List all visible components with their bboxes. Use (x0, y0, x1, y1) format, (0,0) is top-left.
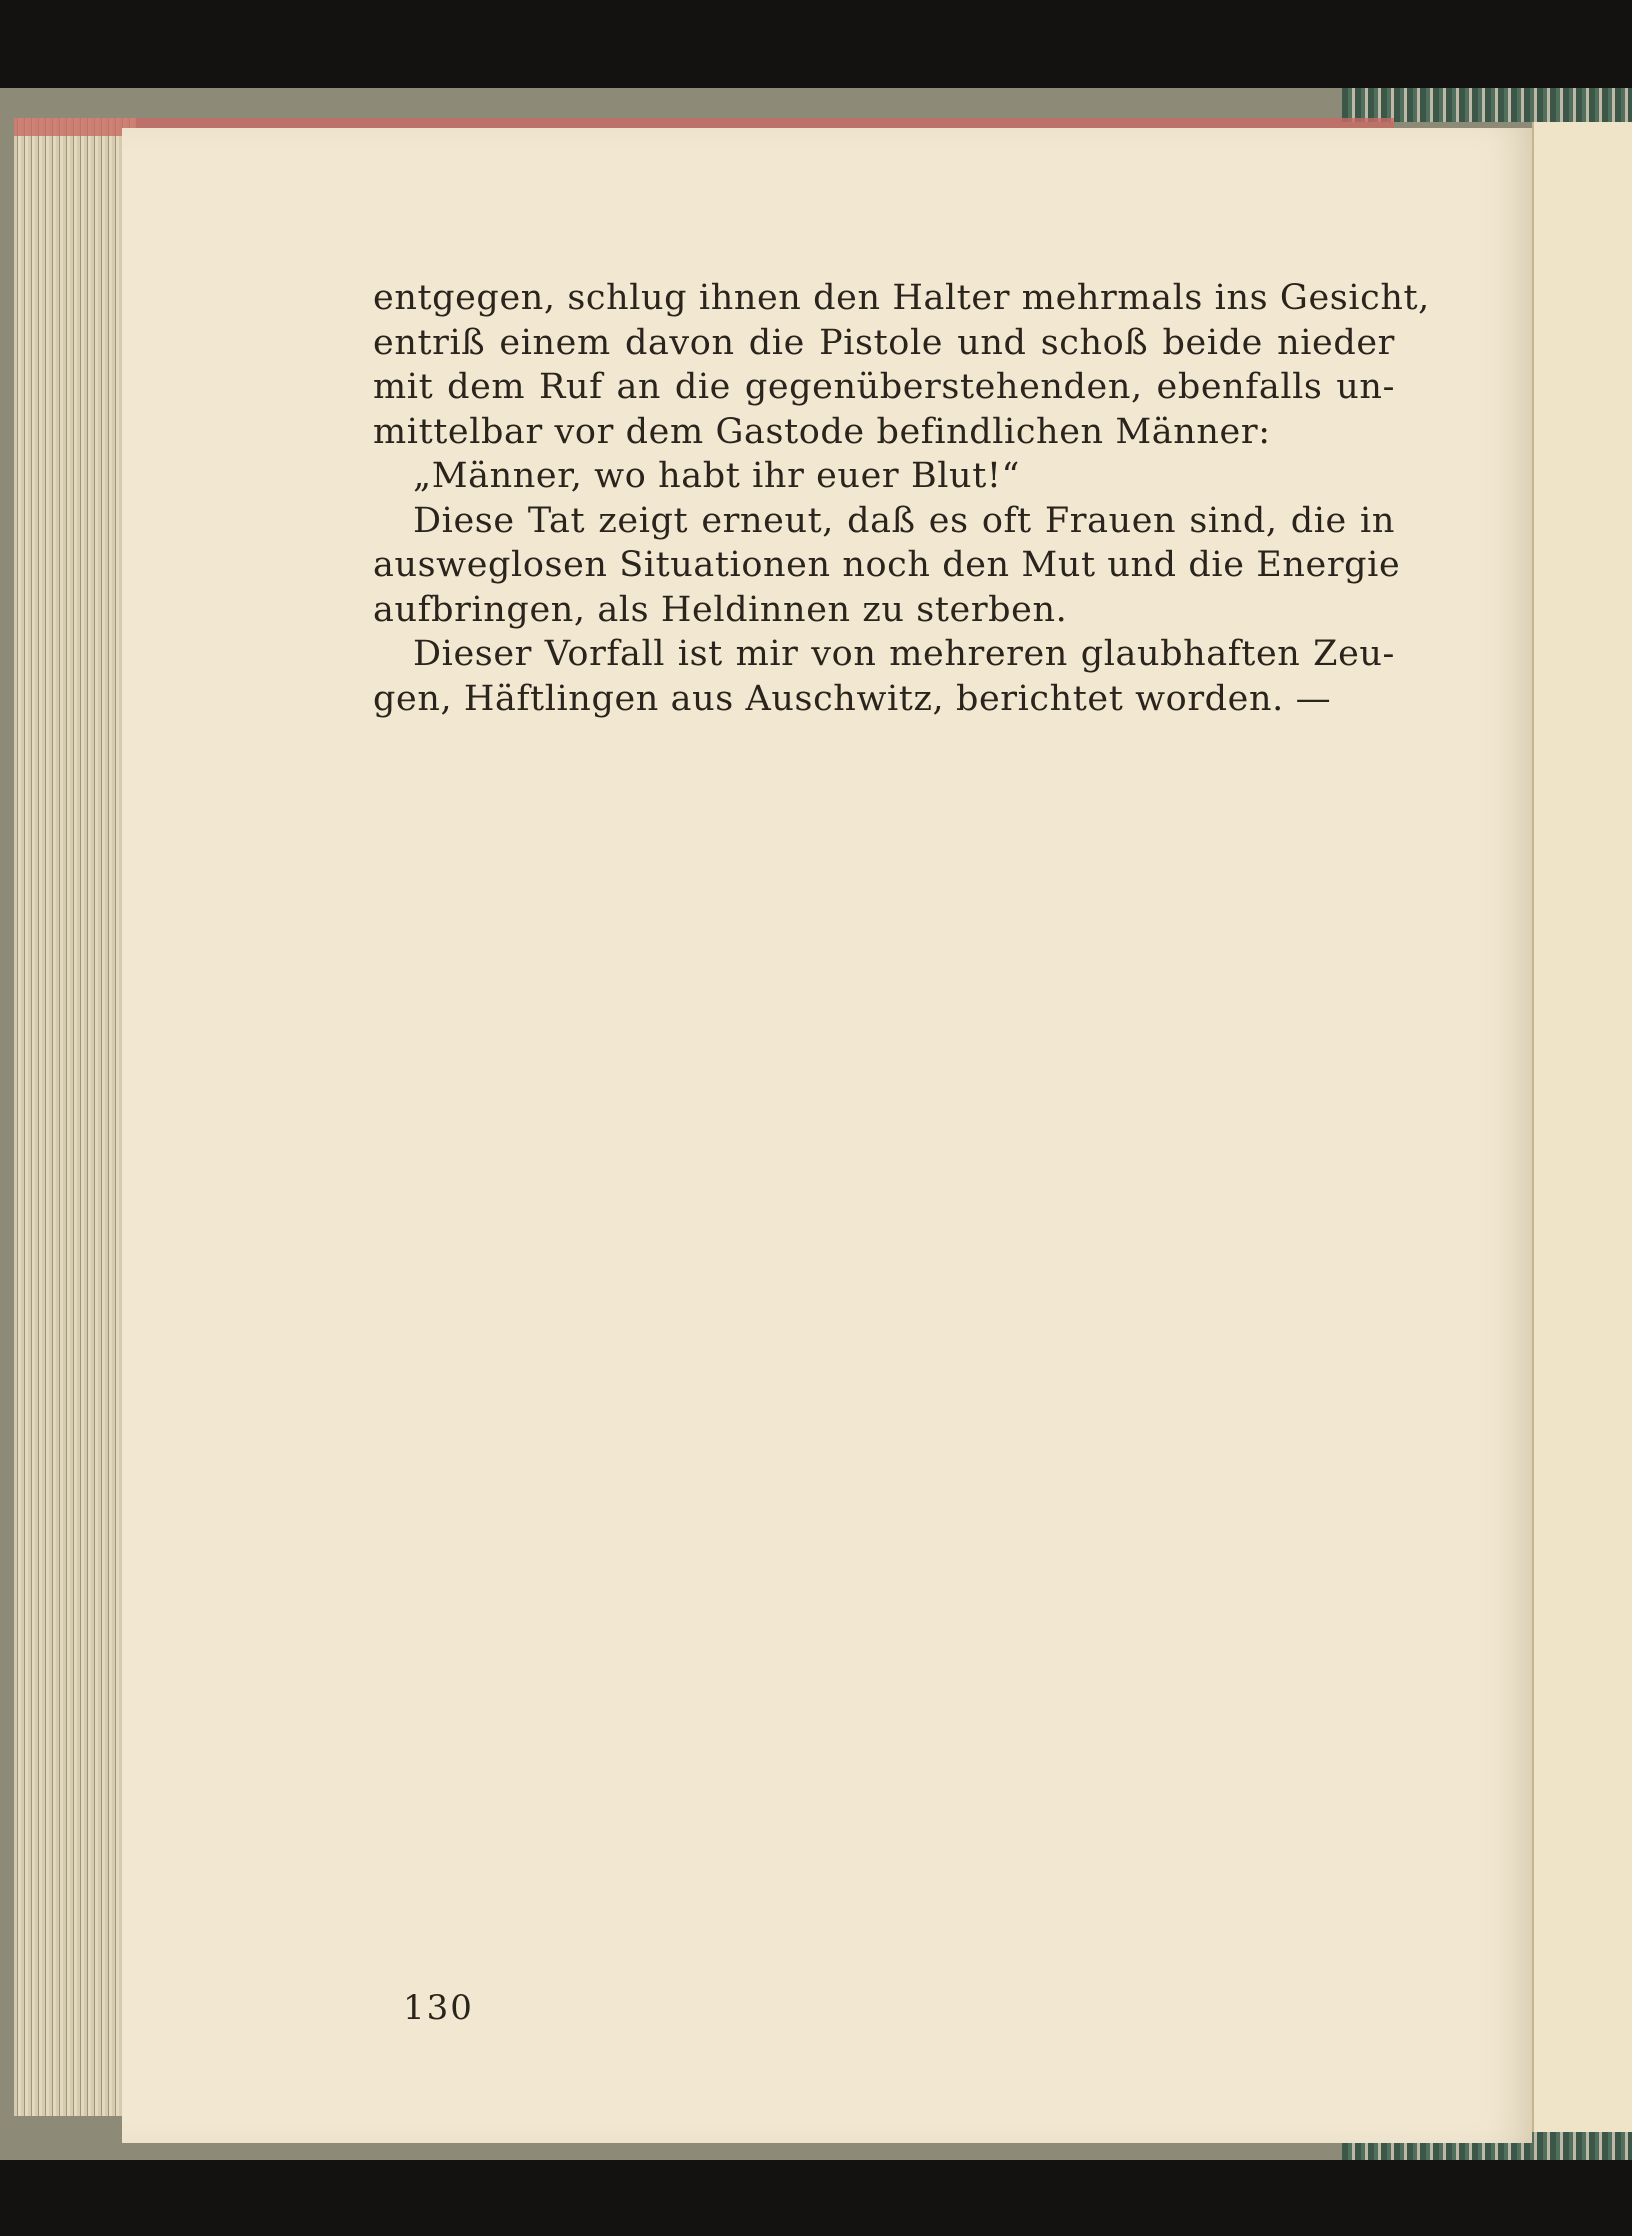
text-line-6: Diese Tat zeigt erneut, daß es oft Frauen sind, die in (413, 500, 1395, 541)
text-line-4: mittelbar vor dem Gastode befindlichen Männer: (373, 411, 1271, 452)
page-edges (14, 118, 136, 2116)
text-line-10: gen, Häftlingen aus Auschwitz, berichtet worden. — (373, 678, 1332, 719)
facing-page-edge (1532, 122, 1632, 2132)
page-number: 130 (403, 1988, 474, 2028)
text-line-8: aufbringen, als Heldinnen zu sterben. (373, 589, 1068, 630)
text-line-2: entriß einem davon die Pistole und schoß beide nieder (373, 322, 1395, 363)
text-line-3: mit dem Ruf an die gegenüberstehenden, ebenfalls un- (373, 367, 1395, 407)
text-line-9: Dieser Vorfall ist mir von mehreren glaubhaften Zeu- (413, 634, 1395, 674)
spine-cloth-top (1342, 88, 1632, 122)
text-line-5: „Männer, wo habt ihr euer Blut!“ (413, 456, 1021, 496)
body-text (373, 276, 1430, 721)
text-line-7: ausweglosen Situationen noch den Mut und die Energie (373, 545, 1401, 585)
text-line-1: entgegen, schlug ihnen den Halter mehrmals ins Gesicht, (373, 278, 1430, 318)
